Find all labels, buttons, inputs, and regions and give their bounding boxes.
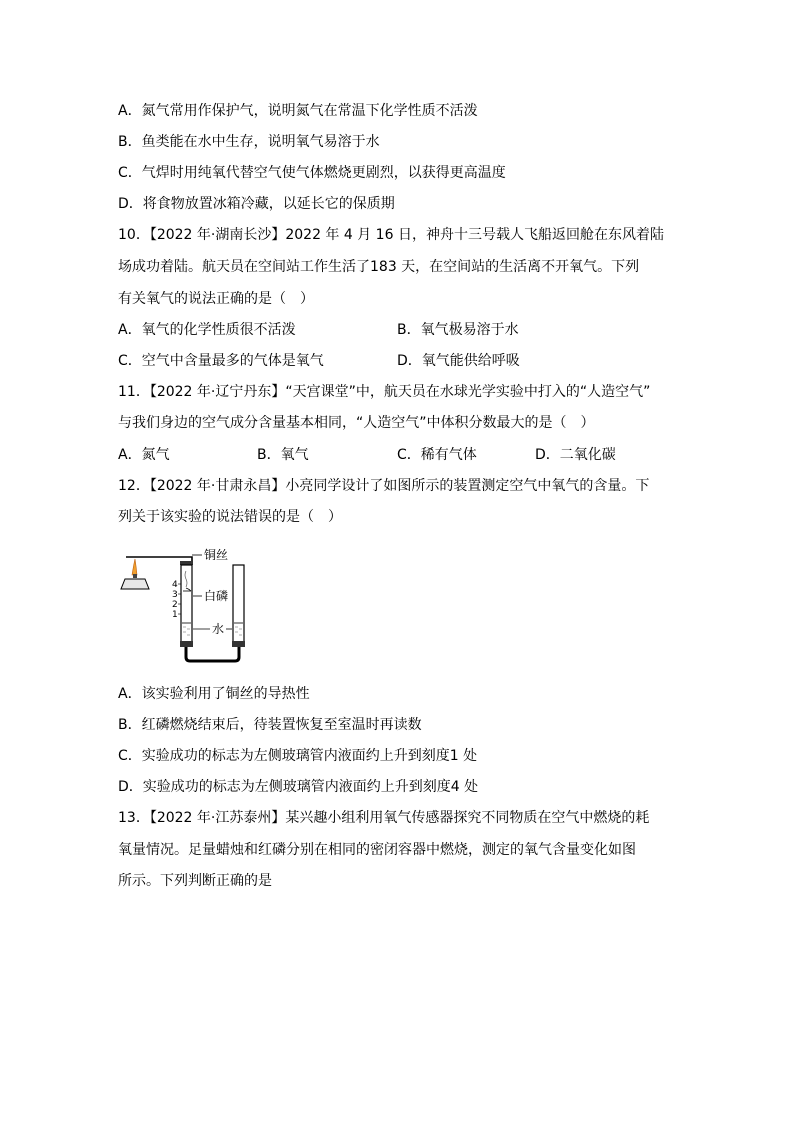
q12-option-d: D．实验成功的标志为左侧玻璃管内液面约上升到刻度4 处 bbox=[118, 779, 479, 795]
copper-wire bbox=[126, 557, 192, 561]
q9-option-c: C．气焊时用纯氧代替空气使气体燃烧更剧烈，以获得更高温度 bbox=[118, 165, 506, 181]
q12-option-c: C．实验成功的标志为左侧玻璃管内液面约上升到刻度1 处 bbox=[118, 748, 478, 764]
apparatus-diagram bbox=[118, 545, 263, 674]
q10-option-d: D．氧气能供给呼吸 bbox=[397, 353, 520, 369]
tick-label-1: 1 bbox=[172, 610, 178, 620]
q10-stem-line2: 场成功着陆。航天员在空间站工作生活了183 天，在空间站的生活离不开氧气。下列 bbox=[118, 259, 640, 275]
alcohol-lamp bbox=[121, 559, 149, 589]
q10-option-b: B．氧气极易溶于水 bbox=[397, 322, 519, 338]
q12-stem-line1: 12．【2022 年·甘肃永昌】小亮同学设计了如图所示的装置测定空气中氧气的含量。下 bbox=[118, 478, 650, 494]
q10-stem-line3: 有关氧气的说法正确的是（ ） bbox=[118, 291, 314, 307]
q13-stem-line3: 所示。下列判断正确的是 bbox=[118, 873, 272, 889]
tick-label-3: 3 bbox=[172, 590, 178, 600]
q13-stem-line2: 氧量情况。足量蜡烛和红磷分别在相同的密闭容器中燃烧，测定的氧气含量变化如图 bbox=[118, 842, 636, 858]
q11-stem-line1: 11．【2022 年·辽宁丹东】“天宫课堂”中，航天员在水球光学实验中打入的“人造空气” bbox=[118, 384, 651, 400]
left-glass-tube bbox=[180, 561, 193, 647]
q12-option-a: A．该实验利用了铜丝的导热性 bbox=[118, 686, 310, 702]
q11-option-a: A．氮气 bbox=[118, 447, 170, 463]
q9-option-b: B．鱼类能在水中生存，说明氧气易溶于水 bbox=[118, 134, 380, 150]
right-glass-tube bbox=[232, 565, 245, 647]
scale-ticks bbox=[172, 580, 181, 620]
q10-option-a: A．氧气的化学性质很不活泼 bbox=[118, 322, 296, 338]
q12-option-b: B．红磷燃烧结束后，待装置恢复至室温时再读数 bbox=[118, 717, 422, 733]
q9-option-a: A．氮气常用作保护气，说明氮气在常温下化学性质不活泼 bbox=[118, 103, 478, 119]
q10-option-c: C．空气中含量最多的气体是氧气 bbox=[118, 353, 324, 369]
q12-stem-line2: 列关于该实验的说法错误的是（ ） bbox=[118, 509, 342, 525]
q11-option-b: B．氧气 bbox=[257, 447, 309, 463]
tick-label-2: 2 bbox=[172, 600, 178, 610]
water-label: 水 bbox=[212, 622, 225, 636]
q11-stem-line2: 与我们身边的空气成分含量基本相同，“人造空气”中体积分数最大的是（ ） bbox=[118, 415, 595, 431]
q10-stem-line1: 10．【2022 年·湖南长沙】2022 年 4 月 16 日，神舟十三号载人飞船返回舱在东风着陆 bbox=[118, 227, 664, 243]
rubber-tube bbox=[186, 647, 239, 661]
q9-option-d: D．将食物放置冰箱冷藏，以延长它的保质期 bbox=[118, 196, 395, 212]
apparatus-svg bbox=[118, 545, 263, 670]
q13-stem-line1: 13．【2022 年·江苏泰州】某兴趣小组利用氧气传感器探究不同物质在空气中燃烧的耗 bbox=[118, 810, 650, 826]
white-phosphorus-label: 白磷 bbox=[204, 589, 229, 603]
copper-wire-label: 铜丝 bbox=[204, 548, 229, 562]
tick-label-4: 4 bbox=[172, 580, 178, 590]
q11-option-c: C．稀有气体 bbox=[397, 447, 477, 463]
q11-option-d: D．二氧化碳 bbox=[535, 447, 616, 463]
